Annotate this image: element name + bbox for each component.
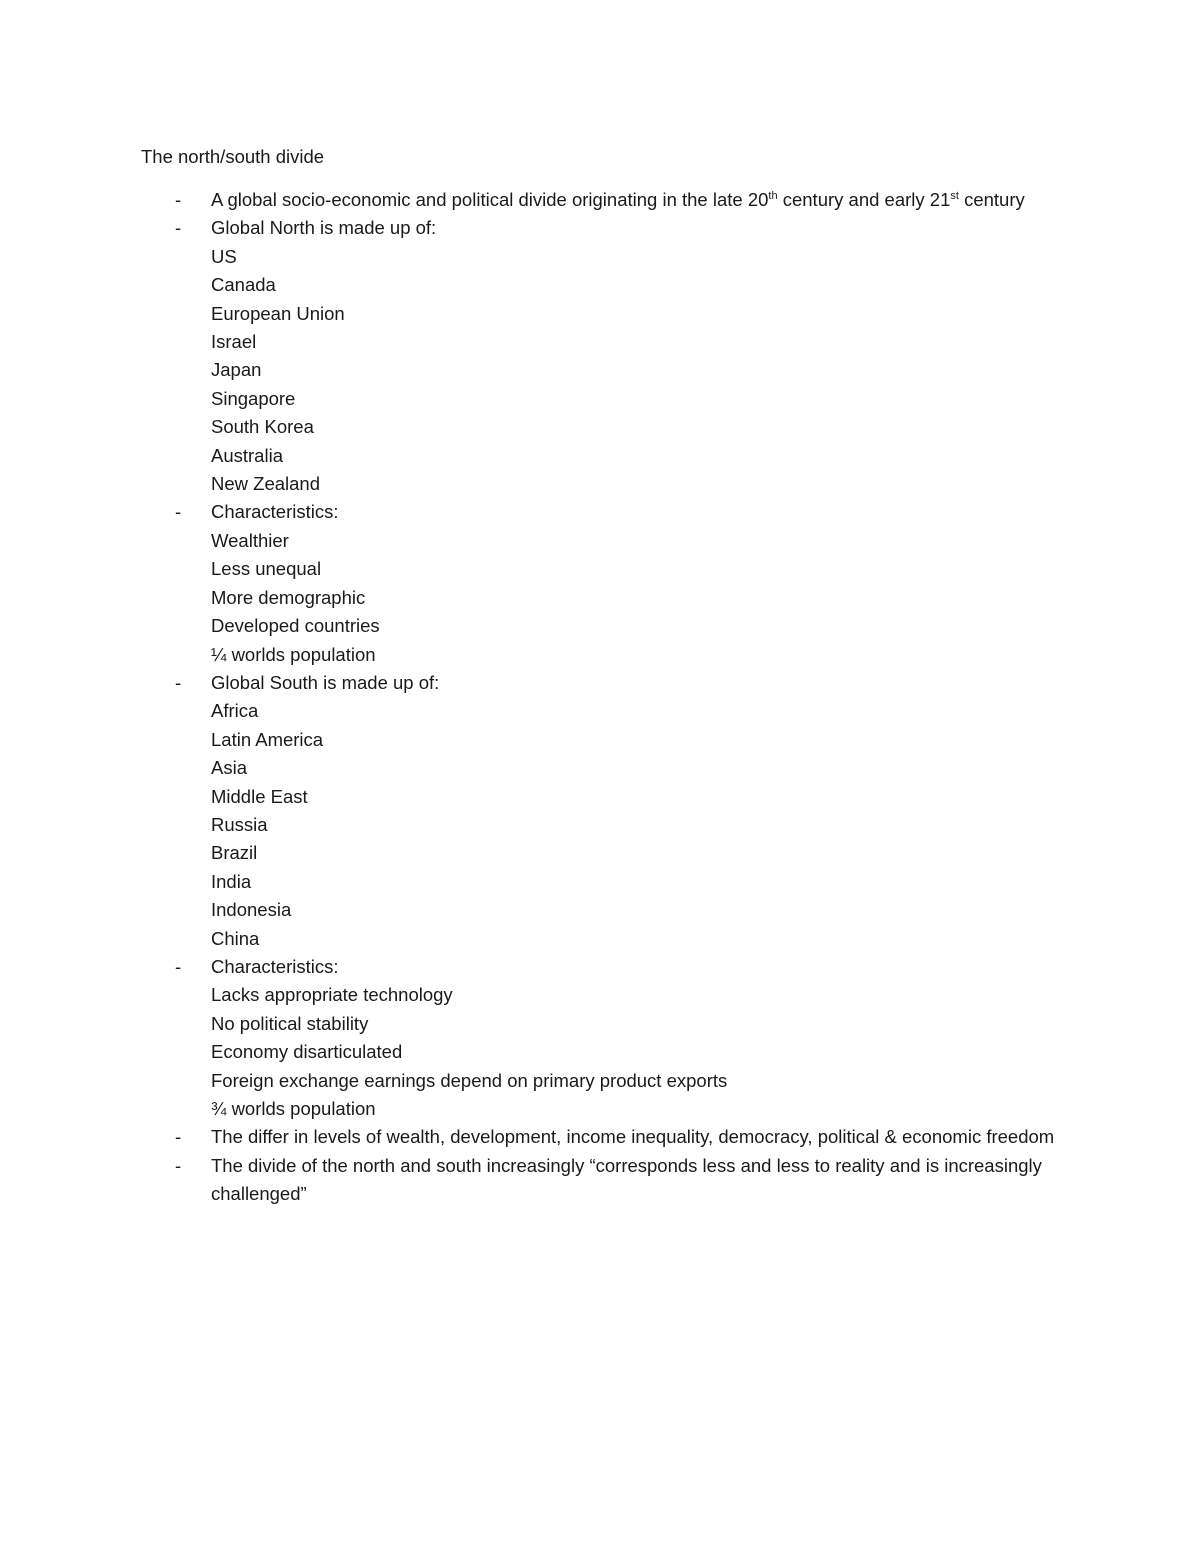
list-item: Developed countries bbox=[211, 615, 380, 637]
bullet-dash: - bbox=[175, 1126, 182, 1148]
document-title: The north/south divide bbox=[141, 146, 325, 167]
list-item: Canada bbox=[211, 274, 276, 296]
list-item: US bbox=[211, 245, 237, 267]
bullet-south-characteristics bbox=[0, 953, 1200, 1123]
bullet-north-characteristics bbox=[0, 498, 1200, 668]
bullet-dash: - bbox=[175, 217, 182, 239]
list-item: Israel bbox=[211, 331, 257, 353]
bullet-text: century and early 21 bbox=[777, 189, 951, 210]
list-item: European Union bbox=[211, 302, 345, 324]
list-item: China bbox=[211, 927, 260, 949]
bullet-text: The differ in levels of wealth, development, income inequality, democracy, political & economic freedom bbox=[211, 1126, 1055, 1148]
bullet-global-north bbox=[0, 214, 1200, 498]
list-item: Middle East bbox=[211, 785, 308, 807]
list-item: Brazil bbox=[211, 842, 258, 864]
bullet-heading: Global North is made up of: bbox=[211, 217, 437, 239]
list-item: Africa bbox=[211, 700, 259, 722]
bullet-divide-reality bbox=[0, 1152, 1200, 1209]
list-item: Singapore bbox=[211, 387, 296, 409]
superscript-th: th bbox=[768, 189, 778, 202]
list-item: Less unequal bbox=[211, 558, 322, 580]
bullet-text: A global socio-economic and political divide originating in the late 20 bbox=[211, 189, 769, 210]
list-item: Economy disarticulated bbox=[211, 1041, 403, 1063]
bullet-heading: Characteristics: bbox=[211, 501, 339, 523]
list-item: Wealthier bbox=[211, 529, 289, 551]
bullet-text: century bbox=[958, 189, 1025, 210]
list-item: India bbox=[211, 870, 252, 892]
bullet-differences bbox=[0, 1123, 1200, 1151]
list-item: Foreign exchange earnings depend on primary product exports bbox=[211, 1069, 728, 1091]
list-item: Asia bbox=[211, 757, 247, 779]
bullet-dash: - bbox=[175, 955, 182, 977]
superscript-st: st bbox=[950, 189, 959, 202]
list-item: ¼ worlds population bbox=[211, 643, 376, 665]
bullet-list bbox=[0, 186, 1200, 1209]
list-item: New Zealand bbox=[211, 473, 321, 495]
list-item: Indonesia bbox=[211, 899, 292, 921]
list-item: More demographic bbox=[211, 586, 366, 608]
bullet-heading: Global South is made up of: bbox=[211, 671, 440, 693]
list-item: No political stability bbox=[211, 1012, 369, 1034]
list-item: Russia bbox=[211, 813, 268, 835]
list-item: South Korea bbox=[211, 416, 314, 438]
bullet-dash: - bbox=[175, 671, 182, 693]
list-item: Latin America bbox=[211, 728, 324, 750]
bullet-heading: Characteristics: bbox=[211, 955, 339, 977]
list-item: Australia bbox=[211, 444, 283, 466]
bullet-dash: - bbox=[175, 189, 182, 210]
bullet-origin bbox=[0, 186, 1200, 214]
bullet-text: The divide of the north and south increasingly “corresponds less and less to reality and is increasingly challenged” bbox=[211, 1154, 1042, 1205]
bullet-dash: - bbox=[175, 501, 182, 523]
list-item: ¾ worlds population bbox=[211, 1098, 376, 1119]
bullet-global-south bbox=[0, 669, 1200, 953]
list-item: Japan bbox=[211, 359, 262, 381]
bullet-dash: - bbox=[175, 1154, 182, 1176]
list-item: Lacks appropriate technology bbox=[211, 984, 453, 1006]
